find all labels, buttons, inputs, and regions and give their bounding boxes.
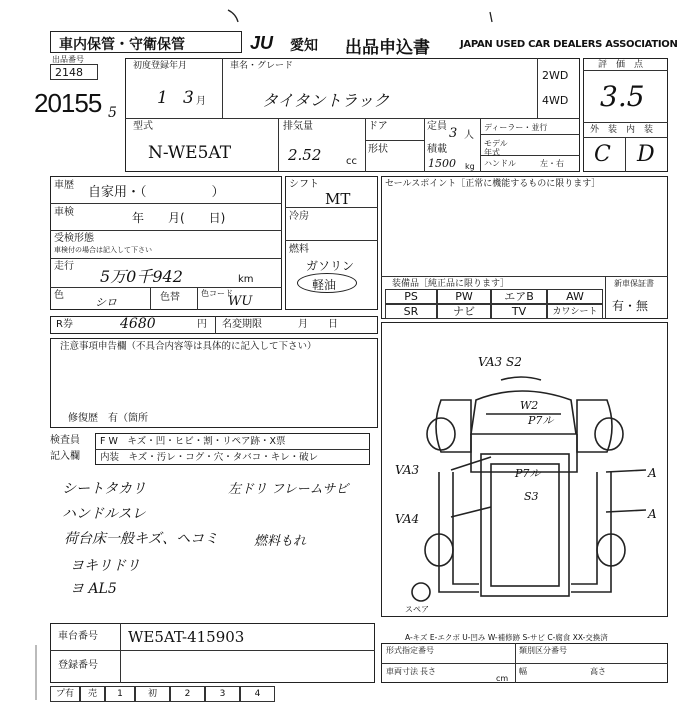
damage-lower-right: A [648, 507, 657, 521]
color-code-value: WU [228, 294, 253, 309]
mileage-label: 走行 [54, 261, 74, 272]
spec-unit: cm [496, 674, 509, 683]
model-name-value: タイタントラック [262, 91, 390, 110]
color-label: 色 [54, 290, 64, 301]
score-value: 3.5 [600, 80, 645, 113]
doors-label: ドア [368, 121, 388, 132]
equip-airbag: エアB [491, 289, 547, 304]
spec-row2a: 車両寸法 [386, 667, 418, 676]
load-label: 積載 [427, 144, 447, 155]
damage-p7: P7ル [528, 414, 554, 427]
first-reg-month: 3 [183, 88, 194, 108]
footer-cell-2: 売 [80, 686, 105, 702]
inspector-note-5: 燃料もれ [254, 534, 307, 549]
displacement-label: 排気量 [283, 121, 313, 132]
spec-row2b: 長さ [420, 667, 436, 676]
mileage-unit: km [238, 274, 254, 285]
repair-history: 修復歴 有（箇所 [68, 413, 148, 424]
recycle-unit: 円 [197, 319, 207, 330]
spec-cell-2: 類別区分番号 [519, 646, 567, 655]
inspection-label: 車検 [54, 207, 74, 218]
recycle-label: R券 [56, 319, 73, 330]
recycle-value: 4680 [120, 316, 156, 332]
equip-seat: カワシート [547, 304, 603, 319]
equipment-label: 装備品［純正品に限ります］ [392, 279, 510, 289]
spec-cell-1: 形式指定番号 [386, 646, 434, 655]
expiry-value: 月 日 [298, 319, 338, 330]
dealer-label: ディーラー・並行 [484, 123, 548, 132]
damage-bed-2: S3 [524, 490, 539, 503]
registration-label: 登録番号 [58, 660, 98, 671]
damage-bed: P7ル [515, 467, 541, 480]
usage-value: 自家用・（ ） [88, 185, 225, 200]
code-value: 2148 [55, 66, 83, 79]
logo-region: 愛知 [290, 38, 318, 54]
footer-cell-6: 3 [205, 686, 240, 702]
model-code-label: 型式 [133, 121, 153, 132]
footer-cell-7: 4 [240, 686, 275, 702]
chassis-label: 車台番号 [58, 631, 98, 642]
usage-label: 車歴 [54, 180, 74, 191]
checker-label-1: 検査員 [50, 435, 80, 446]
damage-upper-right: A [648, 466, 657, 480]
receipt-label: 受検形態 [54, 233, 94, 244]
association-logo: JU [250, 33, 274, 53]
first-reg-label: 初度登録年月 [133, 61, 188, 71]
equip-sr: SR [385, 304, 437, 319]
spec-row2c: 幅 [519, 667, 527, 676]
exterior-grade: C [594, 142, 611, 167]
inspector-note-6: ヨキリドリ [70, 558, 140, 574]
shape-label: 形状 [368, 144, 388, 155]
footer-cell-3: 1 [105, 686, 135, 702]
load-value: 1500 [428, 157, 456, 170]
equip-navi: ナビ [437, 304, 491, 319]
chassis-value: WE5AT-415903 [128, 628, 245, 646]
spare-label: スペア [405, 605, 429, 614]
receipt-note: 車検付の場合は記入して下さい [54, 246, 152, 254]
shift-label: シフト [289, 179, 319, 190]
checker-label-2: 記入欄 [50, 451, 80, 462]
fuel-sub: 軽油 [312, 278, 337, 292]
ac-label: 冷房 [289, 211, 309, 222]
color-code-label: 色コード [201, 289, 233, 298]
model-code-value: N-WE5AT [148, 143, 232, 163]
equip-tv: TV [491, 304, 547, 319]
first-reg-year: 1 [157, 88, 168, 108]
warranty-label: 新車保証書 [614, 279, 654, 288]
lot-suffix: 5 [108, 105, 117, 121]
inspector-note-7: ヨ AL5 [70, 581, 117, 597]
interior-grade: D [637, 142, 655, 167]
damage-w2: W2 [520, 399, 539, 412]
displacement-unit: cc [346, 156, 357, 167]
equip-aw: AW [547, 289, 603, 304]
model-year-label: モデル年式 [484, 139, 508, 157]
damage-legend: A-キズ E-エクボ U-凹み W-補修跡 S-サビ C-腐食 XX-交換済 [405, 633, 608, 642]
color-change-label: 色替 [160, 292, 180, 303]
checker-row-2: 内装 キズ・汚レ・コグ・穴・タバコ・キレ・破レ [100, 452, 319, 463]
inspector-note-2: ハンドルスレ [62, 506, 146, 522]
fuel-value: ガソリン [306, 259, 355, 273]
lot-number: 20155 [34, 88, 102, 118]
displacement-value: 2.52 [288, 146, 322, 164]
equip-pw: PW [437, 289, 491, 304]
damage-lower-left: VA4 [395, 512, 420, 526]
form-title: 出品申込書 [345, 38, 430, 58]
association-name: JAPAN USED CAR DEALERS ASSOCIATION [460, 39, 678, 50]
footer-cell-1: プ有 [50, 686, 80, 702]
handle-label: ハンドル [484, 159, 516, 168]
color-value: シロ [95, 296, 117, 309]
capacity-value: 3 [449, 126, 458, 141]
first-reg-month-mark: 月 [196, 96, 206, 107]
sales-point-label: セールスポイント［正常に機能するものに限ります］ [385, 179, 601, 189]
spec-row2d: 高さ [590, 667, 606, 676]
exhibit-small-label: 出品番号 [52, 55, 84, 64]
score-label: 評 価 点 [598, 60, 644, 70]
drive-4wd: 4WD [542, 94, 569, 107]
damage-top: VA3 S2 [478, 355, 522, 369]
ext-int-label: 外 装 内 装 [590, 125, 654, 135]
capacity-label: 定員 [427, 121, 447, 132]
inspector-note-4: 左ドリ フレームサビ [228, 482, 349, 497]
notes-label: 注意事項申告欄（不具合内容等は具体的に記入して下さい） [60, 341, 317, 352]
expiry-label: 名変期限 [222, 319, 262, 330]
drive-2wd: 2WD [542, 69, 569, 82]
damage-upper-left: VA3 [395, 463, 420, 477]
footer-cell-5: 2 [170, 686, 205, 702]
inspection-value: 年 月( 日) [132, 211, 226, 225]
fuel-label: 燃料 [289, 244, 309, 255]
shift-value: MT [325, 190, 351, 208]
handle-options: 左・右 [540, 159, 564, 168]
capacity-unit: 人 [464, 130, 474, 141]
mileage-value: 5万0千942 [100, 267, 183, 286]
model-name-label: 車名・グレード [230, 61, 294, 71]
footer-cell-4: 初 [135, 686, 170, 702]
equip-ps: PS [385, 289, 437, 304]
load-unit: kg [465, 162, 475, 171]
inspector-note-3: 荷台床一般キズ、ヘコミ [64, 531, 219, 547]
storage-label: 車内保管・守衛保管 [59, 37, 185, 53]
inspector-note-1: シートタカリ [62, 481, 146, 497]
warranty-options: 有・無 [612, 299, 649, 313]
checker-row-1: F W キズ・凹・ヒビ・割・リペア跡・X票 [100, 436, 286, 447]
